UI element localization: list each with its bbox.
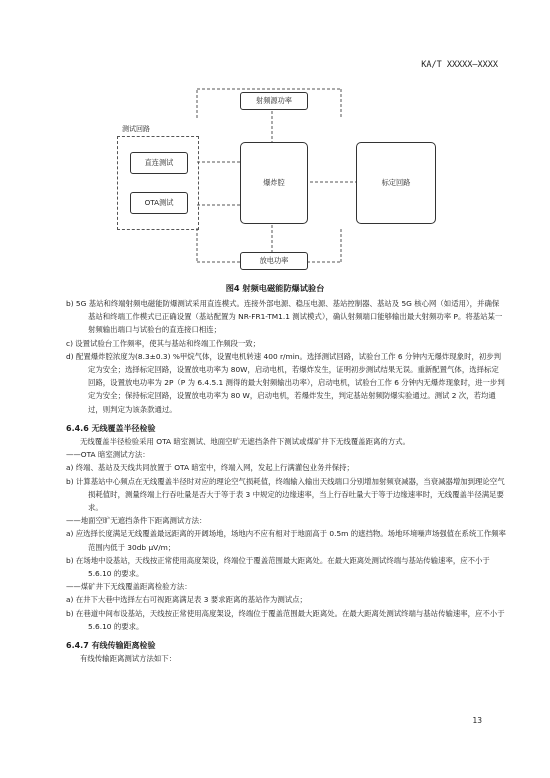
figure-caption: 图4 射频电磁能防爆试验台 xyxy=(225,283,325,293)
item-d: d) 配置爆炸腔浓度为(8.3±0.3) %甲烷气体，设置电机转速 400 r/min。选择测试回路，试验台工作 6 分钟内无爆炸现象时，初步判定为安全；选择标定回路，设置放电功率为 80W，启动电机，若爆炸发生，证明初步测试结果无误。重新配置气体，选择标定回路，设置放电功率为 2P（P 为 6.4.5.1 测得的最大射频输出功率），启动电机，试验台工作 6 分钟内无爆炸现象时，进一步判定为安全；保持标定回路，设置放电功率为 80 W，启动电机，若爆炸发生，判定基站射频防爆实验通过。测试 2 次，若均通过，则判定为该条款通过。 xyxy=(66,351,505,414)
standard-number: KA/T XXXXX—XXXX xyxy=(421,60,498,70)
section-6-4-7-heading: 6.4.7 有线传输距离检验 xyxy=(66,641,156,651)
section-6-4-6-intro: 无线覆盖半径检验采用 OTA 暗室测试、地面空旷无遮挡条件下测试或煤矿井下无线覆盖距离的方式。 xyxy=(80,437,410,447)
mine-item-b: b) 在巷道中间布设基站，天线按正常使用高度架设，终端位于覆盖范围最大距离处。在最大距离处测试终端与基站传输速率，应不小于 5.6.10 的要求。 xyxy=(66,608,505,631)
section-6-4-6-heading: 6.4.6 无线覆盖半径检验 xyxy=(66,423,156,433)
ground-item-a: a) 应选择长度满足无线覆盖最远距离的开阔场地，场地内不应有相对于地面高于 0.5m 的遮挡物。场地环境噪声场强值在系统工作频率范围内低于 30db μV/m； xyxy=(66,529,506,552)
body-text xyxy=(66,297,506,665)
item-b: b) 5G 基站和终端射频电磁能防爆测试采用直连模式。连接外部电源、稳压电源、基站控制器、基站及 5G 核心网（如适用），并确保基站和终端工作模式已正确设置（基站配置为 NR-FR1-TM1.1 测试模式），确认射频端口能够输出最大射频功率 P。将基站某一射频输出端口与试验台的直连接口相连； xyxy=(66,299,503,335)
item-c: c) 设置试验台工作频率，使其与基站和终端工作频段一致； xyxy=(66,338,261,348)
ota-method-title: ——OTA 暗室测试方法： xyxy=(66,450,150,460)
discharge-power-box: 放电功率 xyxy=(240,252,308,270)
ota-test-box: OTA测试 xyxy=(130,192,188,214)
ground-item-b: b) 在场地中设基站，天线按正常使用高度架设，终端位于覆盖范围最大距离处。在最大距离处测试终端与基站传输速率，应不小于 5.6.10 的要求。 xyxy=(66,555,490,579)
section-6-4-7-intro: 有线传输距离测试方法如下： xyxy=(80,654,177,664)
ota-item-b: b) 计算基站中心频点在无线覆盖半径时对应的理论空气损耗值，终端输入输出天线端口分别增加射频衰减器，当衰减器增加到理论空气损耗值时，测量终端上行吞吐量是否大于等于表 3 中规定的边缘速率，当上行吞吐量大于等于边缘速率时，无线覆盖半径满足要求。 xyxy=(66,476,505,513)
test-loop-group xyxy=(117,136,199,230)
ota-item-a: a) 终端、基站及天线共同放置于 OTA 暗室中，终端入网，发起上行满灌包业务并保持； xyxy=(66,463,354,473)
ground-method-title: ——地面空旷无遮挡条件下距离测试方法： xyxy=(66,516,207,526)
test-loop-label: 测试回路 xyxy=(122,125,150,133)
direct-test-box: 直连测试 xyxy=(130,152,188,174)
rf-source-power-box: 射频源功率 xyxy=(240,92,308,110)
calibration-loop-box: 标定回路 xyxy=(356,142,436,224)
explosion-chamber-box: 爆炸腔 xyxy=(240,142,308,224)
page-number: 13 xyxy=(472,716,482,725)
mine-method-title: ——煤矿井下无线覆盖距离检验方法： xyxy=(66,582,192,592)
mine-item-a: a) 在井下大巷中选择左右可视距离满足表 3 要求距离的基站作为测试点； xyxy=(66,595,307,605)
